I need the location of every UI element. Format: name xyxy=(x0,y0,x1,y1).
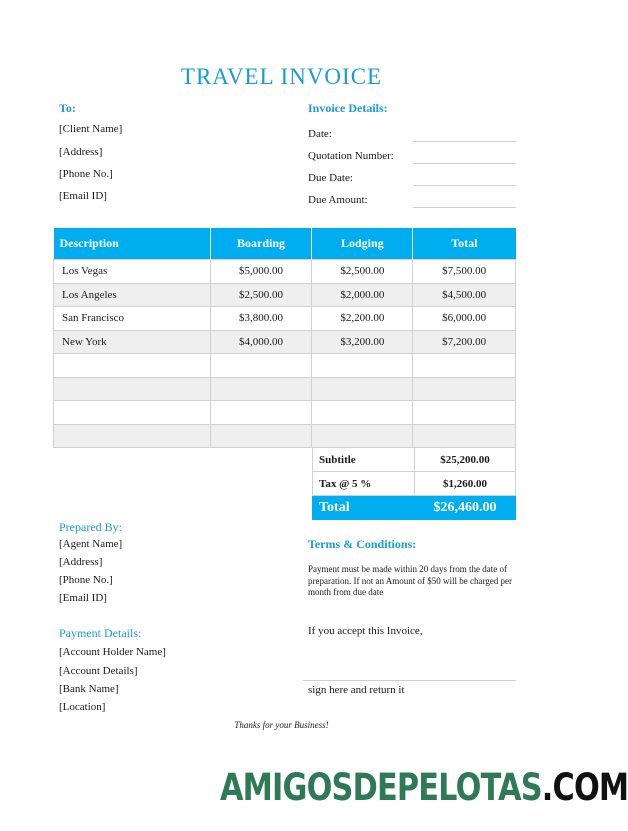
subtitle-label: Subtitle xyxy=(313,448,415,472)
payment-details-heading: Payment Details: xyxy=(59,626,142,640)
empty-row xyxy=(54,424,516,448)
cell-total: $7,500.00 xyxy=(413,260,516,284)
due-amount-label: Due Amount: xyxy=(308,194,368,206)
terms-text: Payment must be made within 20 days from the date of preparation. If not an Amount of $50 will be charged per month from due date xyxy=(308,564,513,597)
subtitle-row xyxy=(313,448,516,472)
table-row xyxy=(54,260,516,284)
cell-boarding: $4,000.00 xyxy=(210,330,312,354)
table-row xyxy=(54,330,516,354)
due-amount-field[interactable] xyxy=(413,207,516,208)
account-holder-name: [Account Holder Name] xyxy=(59,646,166,658)
quotation-number-field[interactable] xyxy=(413,163,516,164)
agent-email: [Email ID] xyxy=(59,592,107,604)
cell-total: $6,000.00 xyxy=(413,307,516,331)
tax-value: $1,260.00 xyxy=(415,472,516,496)
col-description: Description xyxy=(54,228,211,260)
tax-label: Tax @ 5 % xyxy=(313,472,415,496)
col-total: Total xyxy=(413,228,516,260)
cell-description: New York xyxy=(54,330,211,354)
agent-phone: [Phone No.] xyxy=(59,574,113,586)
sign-text: sign here and return it xyxy=(308,684,405,696)
bank-name: [Bank Name] xyxy=(59,683,119,695)
col-lodging: Lodging xyxy=(312,228,413,260)
total-value: $26,460.00 xyxy=(415,496,516,520)
cell-description: Los Angeles xyxy=(54,283,211,307)
tax-row xyxy=(313,472,516,496)
agent-address: [Address] xyxy=(59,556,103,568)
client-phone: [Phone No.] xyxy=(59,168,113,180)
subtitle-value: $25,200.00 xyxy=(415,448,516,472)
watermark-black: .COM xyxy=(541,766,628,809)
date-field[interactable] xyxy=(413,141,516,142)
totals-table xyxy=(312,447,516,520)
watermark-logo xyxy=(220,766,628,809)
terms-heading: Terms & Conditions: xyxy=(308,537,417,551)
empty-row xyxy=(54,377,516,401)
watermark-green: AMIGOSDEPELOTAS xyxy=(220,766,542,809)
col-boarding: Boarding xyxy=(210,228,312,260)
table-row xyxy=(54,283,516,307)
prepared-by-heading: Prepared By: xyxy=(59,520,122,534)
total-label: Total xyxy=(313,496,415,520)
cell-boarding: $5,000.00 xyxy=(210,260,312,284)
quotation-number-label: Quotation Number: xyxy=(308,150,394,162)
empty-row xyxy=(54,354,516,378)
cell-lodging: $2,200.00 xyxy=(312,307,413,331)
accept-text: If you accept this Invoice, xyxy=(308,625,423,637)
signature-line[interactable] xyxy=(303,680,516,681)
cell-description: Los Vegas xyxy=(54,260,211,284)
client-address: [Address] xyxy=(59,146,103,158)
table-header-row xyxy=(54,228,516,260)
cell-lodging: $2,000.00 xyxy=(312,283,413,307)
items-table xyxy=(53,228,516,448)
agent-name: [Agent Name] xyxy=(59,538,123,550)
client-name: [Client Name] xyxy=(59,123,123,135)
cell-total: $4,500.00 xyxy=(413,283,516,307)
empty-row xyxy=(54,401,516,425)
due-date-label: Due Date: xyxy=(308,172,353,184)
account-details: [Account Details] xyxy=(59,665,138,677)
cell-total: $7,200.00 xyxy=(413,330,516,354)
thanks-note: Thanks for your Business! xyxy=(234,720,329,730)
client-email: [Email ID] xyxy=(59,190,107,202)
total-row xyxy=(313,496,516,520)
cell-description: San Francisco xyxy=(54,307,211,331)
invoice-details-heading: Invoice Details: xyxy=(308,101,388,115)
cell-boarding: $3,800.00 xyxy=(210,307,312,331)
cell-lodging: $2,500.00 xyxy=(312,260,413,284)
cell-lodging: $3,200.00 xyxy=(312,330,413,354)
invoice-title: TRAVEL INVOICE xyxy=(180,64,383,89)
cell-boarding: $2,500.00 xyxy=(210,283,312,307)
bank-location: [Location] xyxy=(59,701,106,713)
date-label: Date: xyxy=(308,128,332,140)
to-heading: To: xyxy=(59,101,76,115)
table-row xyxy=(54,307,516,331)
due-date-field[interactable] xyxy=(413,185,516,186)
